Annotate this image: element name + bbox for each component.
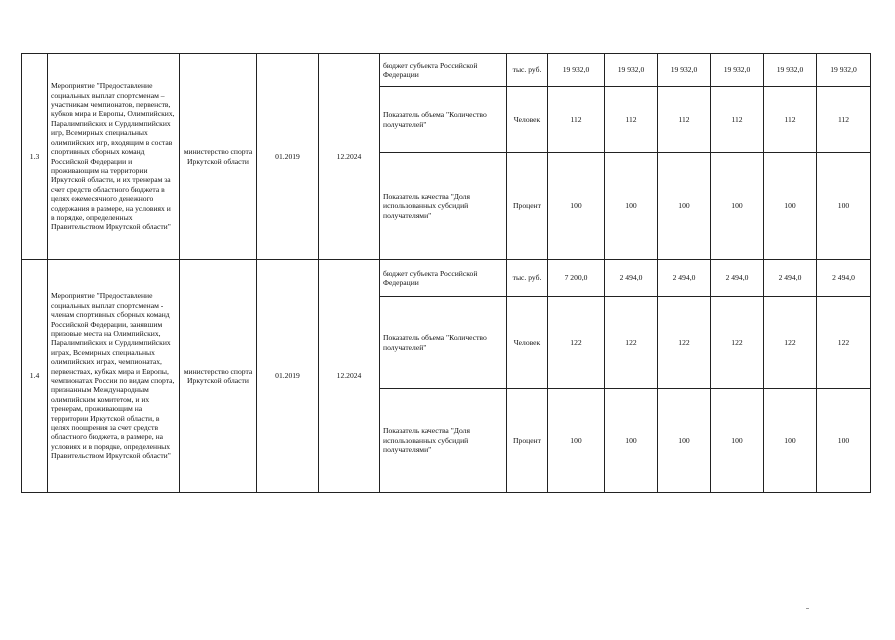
value-cell: 2 494,0: [605, 260, 658, 297]
value-cell: 100: [605, 389, 658, 493]
value-cell: 19 932,0: [548, 54, 605, 87]
row-number: 1.4: [22, 260, 48, 493]
value-cell: 122: [605, 297, 658, 389]
indicator-name: Показатель качества "Доля использованных субсидий получателями": [380, 389, 507, 493]
value-cell: 122: [658, 297, 711, 389]
indicator-unit: Процент: [507, 389, 548, 493]
value-cell: 112: [711, 87, 764, 153]
value-cell: 2 494,0: [711, 260, 764, 297]
value-cell: 112: [658, 87, 711, 153]
value-cell: 19 932,0: [711, 54, 764, 87]
program-table: [21, 53, 871, 493]
value-cell: 100: [711, 389, 764, 493]
value-cell: 2 494,0: [817, 260, 871, 297]
indicator-name: бюджет субъекта Российской Федерации: [380, 54, 507, 87]
value-cell: 122: [548, 297, 605, 389]
value-cell: 7 200,0: [548, 260, 605, 297]
indicator-unit: Человек: [507, 87, 548, 153]
value-cell: 100: [548, 389, 605, 493]
value-cell: 112: [548, 87, 605, 153]
value-cell: 122: [711, 297, 764, 389]
indicator-unit: Процент: [507, 153, 548, 260]
indicator-name: Показатель объема "Количество получателей": [380, 297, 507, 389]
value-cell: 19 932,0: [658, 54, 711, 87]
value-cell: 100: [605, 153, 658, 260]
value-cell: 100: [817, 153, 871, 260]
value-cell: 100: [658, 153, 711, 260]
start-date: 01.2019: [257, 260, 319, 493]
value-cell: 100: [817, 389, 871, 493]
value-cell: 19 932,0: [817, 54, 871, 87]
table-row: [22, 260, 871, 297]
indicator-name: Показатель объема "Количество получателей": [380, 87, 507, 153]
end-date: 12.2024: [319, 260, 380, 493]
executor-cell: министерство спорта Иркутской области: [180, 260, 257, 493]
row-number: 1.3: [22, 54, 48, 260]
value-cell: 100: [711, 153, 764, 260]
start-date: 01.2019: [257, 54, 319, 260]
indicator-unit: тыс. руб.: [507, 54, 548, 87]
indicator-unit: тыс. руб.: [507, 260, 548, 297]
value-cell: 19 932,0: [605, 54, 658, 87]
activity-description: Мероприятие "Предоставление социальных выплат спортсменам - членам спортивных сборных команд Российской Федерации, занявшим призовые места на Олимпийских, Паралимпийских и Сурдлимпийских играх, Всемирных специальных олимпийских играх, чемпионатах, первенствах, кубках мира и Европы, чемпионатах России по видам спорта, признанным Международным олимпийским комитетом, и их тренерам, проживающим на территории Иркутской области, в целях поощрения за счет средств областного бюджета, в размере, на условиях и в порядке, определенных Правительством Иркутской области": [48, 260, 180, 493]
value-cell: 122: [764, 297, 817, 389]
indicator-unit: Человек: [507, 297, 548, 389]
value-cell: 19 932,0: [764, 54, 817, 87]
value-cell: 100: [548, 153, 605, 260]
value-cell: 100: [764, 153, 817, 260]
value-cell: 2 494,0: [764, 260, 817, 297]
value-cell: 112: [817, 87, 871, 153]
end-date: 12.2024: [319, 54, 380, 260]
indicator-name: Показатель качества "Доля использованных субсидий получателями": [380, 153, 507, 260]
table-row: [22, 54, 871, 87]
indicator-name: бюджет субъекта Российской Федерации: [380, 260, 507, 297]
scan-speck: [806, 608, 809, 609]
value-cell: 100: [764, 389, 817, 493]
executor-cell: министерство спорта Иркутской области: [180, 54, 257, 260]
value-cell: 100: [658, 389, 711, 493]
value-cell: 2 494,0: [658, 260, 711, 297]
value-cell: 112: [764, 87, 817, 153]
value-cell: 122: [817, 297, 871, 389]
value-cell: 112: [605, 87, 658, 153]
activity-description: Мероприятие "Предоставление социальных выплат спортсменам – участникам чемпионатов, первенств, кубков мира и Европы, Олимпийских, Паралимпийских и Сурдлимпийских игр, Всемирных специальных олимпийских игр, входящим в состав спортивных сборных команд Российской Федерации и проживающим на территории Иркутской области, и их тренерам за счет средств областного бюджета в целях ежемесячного денежного содержания в размере, на условиях и в порядке, определенных Правительством Иркутской области": [48, 54, 180, 260]
